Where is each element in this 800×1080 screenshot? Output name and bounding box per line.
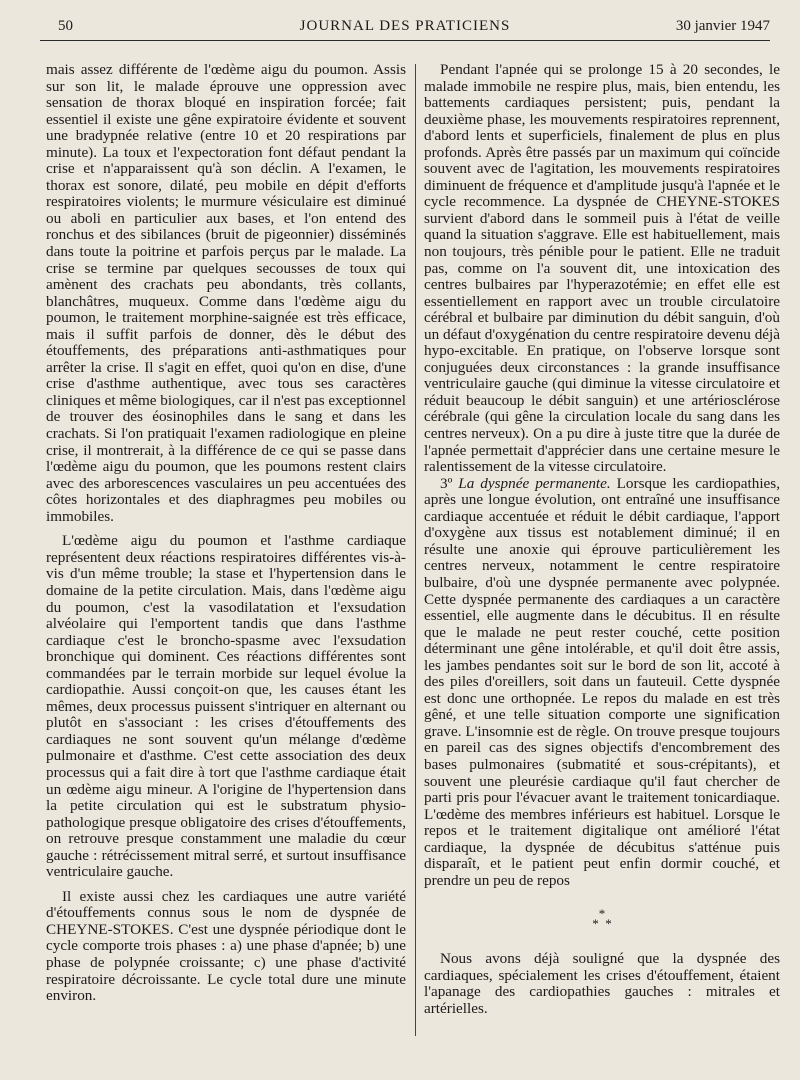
section-number: 3º (440, 474, 453, 492)
issue-date: 30 janvier 1947 (675, 18, 770, 34)
right-column (424, 62, 780, 1040)
asterism-separator (424, 906, 780, 932)
paragraph-cheyne-stokes-intro: Il existe aussi chez les cardiaques une autre variété d'étouffements connus sous le nom de dyspnée de CHEYNE-STOKES. C'est une dyspnée périodique dont le cycle comporte trois phases : a) une phase d'apnée; b) une phase de polypnée croissante; c) une phase d'activité respiratoire décroissante. Le cycle total dure une minute environ. (46, 887, 406, 1005)
section-body: Lorsque les cardiopathies, après une longue évolution, ont entraîné une insuffisance cardiaque accentuée et réduit le débit cardiaque, l'apport d'oxygène aux tissus est notablement diminué; il en résulte une anoxie qui éprouve particulièrement les centres nerveux, notamment le centre respiratoire bulbaire, d'où une dyspnée permanente avec polypnée. Cette dyspnée permanente des cardiaques a un caractère essentiel, elle augmente dans le décubitus. Il en résulte que le malade ne peut rester couché, cette position déterminant une gêne intolérable, et qu'il doit être assis, les jambes pendantes soit sur le bord de son lit, accoté à des piles d'oreillers, soit dans un fauteuil. Cette dyspnée est donc une orthopnée. Le repos du malade en est très gêné, et une telle situation comporte une signification grave. L'insomnie est de règle. On trouve presque toujours en pareil cas des signes objectifs d'encombrement des bases pulmonaires (submatité et sous-crépitants), et souvent une pleurésie cardiaque qu'il faut chercher de parti pris pour l'évacuer avant le traitement tonicardiaque. L'œdème des membres inférieurs est habituel. Lorsque le repos et le traitement digitalique ont amélioré l'état cardiaque, la dyspnée de décubitus s'atténue puis disparaît, et le patient peut enfin dormir couché, et prendre un peu de repos (424, 474, 780, 889)
journal-title: JOURNAL DES PRATICIENS (299, 18, 511, 34)
paragraph-cheyne-stokes-phases: Pendant l'apnée qui se prolonge 15 à 20 secondes, le malade immobile ne respire plus, mais, bien entendu, les battements cardiaques persistent; puis, pendant la deuxième phase, les mouvements respiratoires reprennent, d'abord lents et superficiels, finalement de plus en plus profonds. Après être passés par un maximum qui coïncide souvent avec de l'agitation, les mouvements respiratoires diminuent de fréquence et d'amplitude jusqu'à l'apnée et le cycle recommence. La dyspnée de CHEYNE-STOKES survient d'abord dans le sommeil puis à l'état de veille quand la situation s'aggrave. Elle est habituellement, mais non toujours, très pénible pour le patient. Elle ne traduit pas, comme on l'a souvent dit, une intoxication des centres bulbaires par l'hyperazotémie; en effet elle est essentiellement en rapport avec un trouble circulatoire cérébral et bulbaire par diminution du débit sanguin, d'où un défaut d'oxygénation du centre respiratoire devenu déjà hypo-excitable. En pratique, on l'observe lorsque sont conjuguées deux circonstances : la grande insuffisance ventriculaire gauche (qui diminue la vitesse circulatoire et réduit beaucoup le débit sanguin) et une artériosclérose cérébrale (qui gêne la circulation locale du sang dans les centres nerveux). On a pu dire à juste titre que la durée de l'apnée permettait d'apprécier dans une certaine mesure le ralentissement de la vitesse circulatoire. (424, 62, 780, 476)
running-header (40, 18, 770, 41)
paragraph-asthme-description: mais assez différente de l'œdème aigu du poumon. Assis sur son lit, le malade éprouve une oppression avec sensation de thorax bloqué en inspiration forcée; fait essentiel il existe une gêne expiratoire évidente et souvent une bradypnée relative (entre 10 et 20 respirations par minute). La toux et l'expectoration font défaut pendant la crise et n'apparaissent qu'à son déclin. A l'examen, le thorax est sonore, dilaté, peu mobile en dépit d'efforts respiratoires violents; le murmure vésiculaire est diminué ou aboli en particulier aux bases, et l'on entend des ronchus et des sibilances (bruit de pigeonnier) disséminés dans toute la poitrine et parfois perçus par le malade. La crise se termine par quelques secousses de toux qui amènent des crachats peu abondants, très collants, blanchâtres, muqueux. Comme dans l'œdème aigu du poumon, le traitement morphine-saignée est très efficace, mais il suffit parfois de donner, dès le début des étouffements, des préparations anti-asthmatiques pour arrêter la crise. Il s'agit en effet, quoi qu'on en dise, d'une crise d'asthme authentique, avec tous ses caractères cliniques et même biologiques, car il n'est pas exceptionnel de trouver des éosinophiles dans le sang et dans les crachats. Si l'on pratiquait l'examen radiologique en pleine crise, il montrerait, à la différence de ce qui se passe dans l'œdème aigu du poumon, que les poumons restent clairs avec des arborescences vasculaires un peu accentuées des côtes horizontales et des diaphragmes peu mobiles ou immobiles. (46, 62, 406, 525)
column-divider (415, 64, 416, 1036)
asterism-star-top: * (598, 906, 606, 922)
paragraph-oedeme-asthme: L'œdème aigu du poumon et l'asthme cardiaque représentent deux réactions respiratoires différentes vis-à-vis d'un même trouble; la stase et l'hypertension dans le domaine de la petite circulation. Mais, dans l'œdème aigu du poumon, c'est la vasodilatation et l'exsudation alvéolaire qui l'emportent tandis que dans l'asthme cardiaque c'est le broncho-spasme avec l'exsudation bronchique qui dominent. Ces réactions différentes sont commandées par le terrain morbide sur lequel évolue la cardiopathie. Aussi conçoit-on que, les causes étant les mêmes, deux processus puissent s'intriquer en alternant ou plutôt en s'associant : les crises d'étouffements des cardiaques ne sont souvent qu'un mélange d'œdème pulmonaire et d'asthme. C'est cette association des deux processus qui a fait dire à tort que l'asthme cardiaque était un œdème aigu mineur. A l'origine de l'hypertension dans la petite circulation qui est le substratum physio-pathologique presque obligatoire des crises d'étouffements, on retrouve presque constamment une maladie du cœur gauche : rétrécissement mitral serré, et surtout insuffisance ventriculaire gauche. (46, 532, 406, 881)
page-number: 50 (58, 18, 73, 34)
left-column (46, 62, 406, 1040)
section-heading: La dyspnée permanente. (458, 474, 611, 492)
paragraph-conclusion: Nous avons déjà souligné que la dyspnée des cardiaques, spécialement les crises d'étouffement, étaient l'apanage des cardiopathies gauches : mitrales et artérielles. (424, 950, 780, 1017)
paragraph-dyspnee-permanente (424, 476, 780, 890)
asterism-stars-bottom: * * (592, 916, 612, 932)
